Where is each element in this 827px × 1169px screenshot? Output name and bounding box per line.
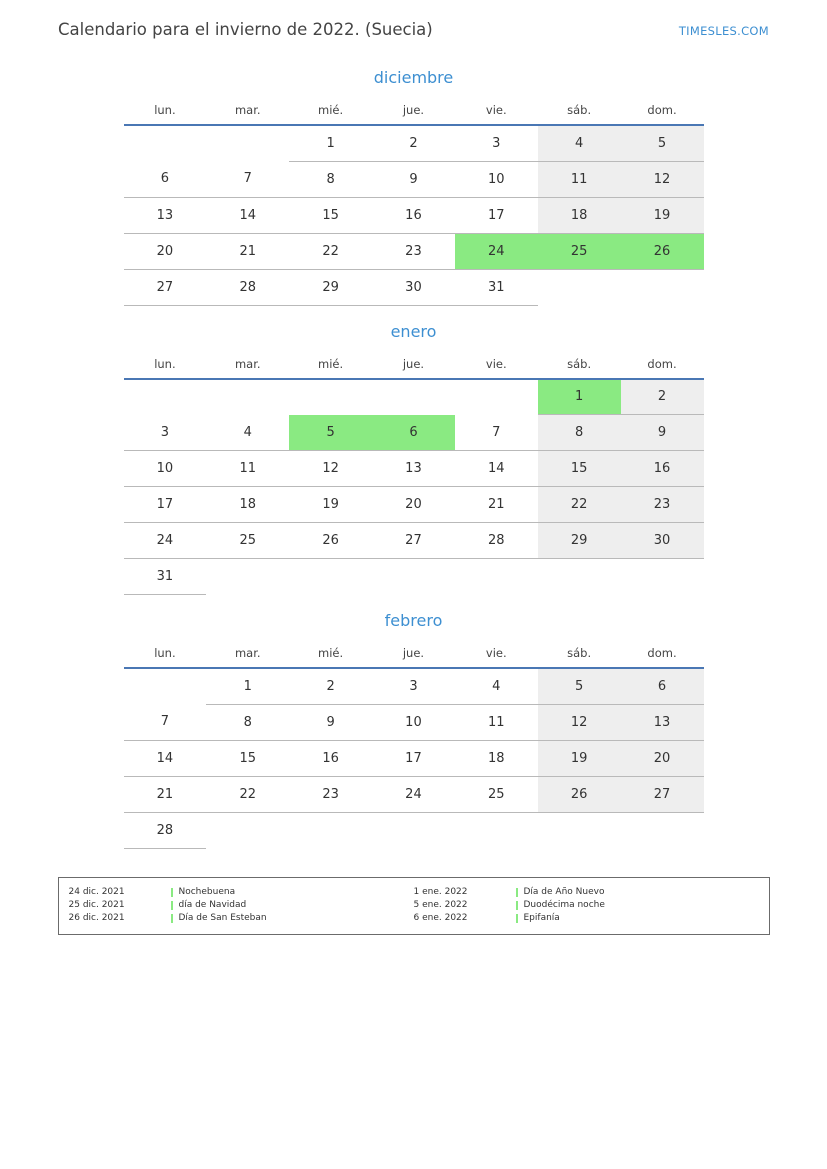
week-row (124, 487, 704, 523)
empty-day-cell (455, 559, 538, 595)
day-cell[interactable]: 12 (621, 161, 704, 197)
day-cell[interactable]: 28 (124, 812, 207, 848)
week-row (124, 269, 704, 305)
empty-day-cell (455, 812, 538, 848)
day-cell[interactable]: 2 (289, 668, 372, 704)
day-cell[interactable]: 6 (621, 668, 704, 704)
week-row (124, 197, 704, 233)
holiday-day-cell[interactable]: 5 (289, 415, 372, 451)
day-cell[interactable]: 5 (621, 125, 704, 161)
day-cell[interactable]: 25 (206, 523, 289, 559)
day-cell[interactable]: 21 (206, 233, 289, 269)
empty-day-cell (621, 812, 704, 848)
legend-column (414, 886, 759, 925)
day-cell[interactable]: 4 (455, 668, 538, 704)
legend-holiday-name: Duodécima noche (516, 899, 759, 912)
day-cell[interactable]: 21 (124, 776, 207, 812)
month-grid (124, 642, 704, 849)
day-cell[interactable]: 29 (538, 523, 621, 559)
day-cell[interactable]: 22 (289, 233, 372, 269)
day-cell[interactable]: 8 (289, 161, 372, 197)
day-cell[interactable]: 17 (372, 740, 455, 776)
legend-date: 26 dic. 2021 (68, 912, 125, 923)
day-cell[interactable]: 11 (455, 704, 538, 740)
day-cell[interactable]: 1 (289, 125, 372, 161)
legend-date: 25 dic. 2021 (68, 899, 125, 910)
weekday-header: lun. (124, 99, 207, 125)
day-cell[interactable]: 31 (124, 559, 207, 595)
empty-day-cell (455, 379, 538, 415)
weekday-header: dom. (621, 353, 704, 379)
legend-date: 6 ene. 2022 (413, 912, 468, 923)
day-cell[interactable]: 28 (206, 269, 289, 305)
day-cell[interactable]: 30 (621, 523, 704, 559)
day-cell[interactable]: 9 (621, 415, 704, 451)
week-row (124, 523, 704, 559)
month-name: febrero (384, 611, 443, 630)
empty-day-cell (538, 559, 621, 595)
day-cell[interactable]: 11 (538, 161, 621, 197)
holiday-day-cell[interactable]: 26 (621, 233, 704, 269)
legend-holiday-name: Día de Año Nuevo (516, 886, 759, 899)
day-cell[interactable]: 3 (124, 415, 207, 451)
day-cell[interactable]: 17 (455, 197, 538, 233)
weekday-header: mar. (206, 642, 289, 668)
day-cell[interactable]: 29 (289, 269, 372, 305)
day-cell[interactable]: 7 (455, 415, 538, 451)
day-cell[interactable]: 22 (538, 487, 621, 523)
day-cell[interactable]: 4 (206, 415, 289, 451)
empty-day-cell (206, 379, 289, 415)
empty-day-cell (372, 559, 455, 595)
weekday-header-row (124, 353, 704, 379)
weekday-header: vie. (455, 642, 538, 668)
empty-day-cell (289, 812, 372, 848)
holiday-day-cell[interactable]: 25 (538, 233, 621, 269)
day-cell[interactable]: 6 (124, 161, 207, 197)
day-cell[interactable]: 8 (538, 415, 621, 451)
day-cell[interactable]: 13 (124, 197, 207, 233)
day-cell[interactable]: 16 (621, 451, 704, 487)
day-cell[interactable]: 16 (372, 197, 455, 233)
day-cell[interactable]: 20 (372, 487, 455, 523)
month-name: diciembre (373, 68, 454, 87)
page-title: Calendario para el invierno de 2022. (Suecia) (58, 20, 433, 39)
week-row (124, 125, 704, 161)
holiday-day-cell[interactable]: 6 (372, 415, 455, 451)
empty-day-cell (621, 559, 704, 595)
day-cell[interactable]: 21 (455, 487, 538, 523)
empty-day-cell (124, 125, 207, 161)
day-cell[interactable]: 1 (206, 668, 289, 704)
week-row (124, 379, 704, 415)
day-cell[interactable]: 20 (621, 740, 704, 776)
weekday-header: sáb. (538, 642, 621, 668)
day-cell[interactable]: 14 (455, 451, 538, 487)
month-block-enero (0, 306, 827, 596)
day-cell[interactable]: 13 (372, 451, 455, 487)
legend-names (506, 886, 759, 925)
week-row (124, 812, 704, 848)
week-row (124, 451, 704, 487)
weekday-header: mié. (289, 353, 372, 379)
weekday-header: lun. (124, 353, 207, 379)
empty-day-cell (621, 269, 704, 305)
legend-date: 5 ene. 2022 (413, 899, 468, 910)
page-header (0, 0, 827, 52)
day-cell[interactable]: 19 (289, 487, 372, 523)
site-brand-link[interactable]: TIMESLES.COM (678, 24, 769, 38)
weekday-header: mié. (289, 99, 372, 125)
weekday-header: mié. (289, 642, 372, 668)
legend-holiday-name: día de Navidad (171, 899, 414, 912)
day-cell[interactable]: 3 (372, 668, 455, 704)
week-row (124, 161, 704, 197)
month-grid (124, 99, 704, 306)
day-cell[interactable]: 25 (455, 776, 538, 812)
legend-holiday-name: Nochebuena (171, 886, 414, 899)
empty-day-cell (538, 812, 621, 848)
day-cell[interactable]: 18 (206, 487, 289, 523)
month-grid (124, 353, 704, 596)
day-cell[interactable]: 18 (538, 197, 621, 233)
day-cell[interactable]: 13 (621, 704, 704, 740)
day-cell[interactable]: 26 (538, 776, 621, 812)
day-cell[interactable]: 26 (289, 523, 372, 559)
empty-day-cell (372, 379, 455, 415)
day-cell[interactable]: 23 (289, 776, 372, 812)
empty-day-cell (206, 812, 289, 848)
month-block-diciembre (0, 52, 827, 306)
day-cell[interactable]: 24 (372, 776, 455, 812)
empty-day-cell (372, 812, 455, 848)
legend-names (161, 886, 414, 925)
legend-dates (69, 886, 161, 925)
month-block-febrero (0, 595, 827, 849)
week-row (124, 668, 704, 704)
week-row (124, 776, 704, 812)
day-cell[interactable]: 14 (206, 197, 289, 233)
holiday-legend (58, 877, 770, 935)
empty-day-cell (124, 379, 207, 415)
day-cell[interactable]: 27 (372, 523, 455, 559)
day-cell[interactable]: 20 (124, 233, 207, 269)
day-cell[interactable]: 15 (206, 740, 289, 776)
day-cell[interactable]: 16 (289, 740, 372, 776)
empty-day-cell (538, 269, 621, 305)
weekday-header: jue. (372, 642, 455, 668)
day-cell[interactable]: 24 (124, 523, 207, 559)
day-cell[interactable]: 15 (289, 197, 372, 233)
legend-date: 24 dic. 2021 (68, 886, 125, 897)
legend-holiday-name: Día de San Esteban (171, 912, 414, 925)
day-cell[interactable]: 9 (289, 704, 372, 740)
week-row (124, 415, 704, 451)
weekday-header: dom. (621, 642, 704, 668)
weekday-header: vie. (455, 99, 538, 125)
weekday-header: lun. (124, 642, 207, 668)
day-cell[interactable]: 27 (124, 269, 207, 305)
legend-dates (414, 886, 506, 925)
weekday-header: sáb. (538, 353, 621, 379)
day-cell[interactable]: 22 (206, 776, 289, 812)
month-name: enero (390, 321, 437, 341)
weekday-header: mar. (206, 353, 289, 379)
weekday-header: dom. (621, 99, 704, 125)
day-cell[interactable]: 27 (621, 776, 704, 812)
day-cell[interactable]: 2 (621, 379, 704, 415)
weekday-header-row (124, 99, 704, 125)
empty-day-cell (206, 125, 289, 161)
day-cell[interactable]: 9 (372, 161, 455, 197)
day-cell[interactable]: 23 (621, 487, 704, 523)
day-cell[interactable]: 3 (455, 125, 538, 161)
day-cell[interactable]: 8 (206, 704, 289, 740)
day-cell[interactable]: 18 (455, 740, 538, 776)
day-cell[interactable]: 23 (372, 233, 455, 269)
empty-day-cell (206, 559, 289, 595)
week-row (124, 559, 704, 595)
day-cell[interactable]: 12 (289, 451, 372, 487)
day-cell[interactable]: 28 (455, 523, 538, 559)
day-cell[interactable]: 10 (372, 704, 455, 740)
day-cell[interactable]: 15 (538, 451, 621, 487)
day-cell[interactable]: 19 (621, 197, 704, 233)
legend-column (69, 886, 414, 925)
empty-day-cell (289, 559, 372, 595)
day-cell[interactable]: 7 (124, 704, 207, 740)
legend-date: 1 ene. 2022 (413, 886, 468, 897)
day-cell[interactable]: 19 (538, 740, 621, 776)
day-cell[interactable]: 31 (455, 269, 538, 305)
day-cell[interactable]: 10 (124, 451, 207, 487)
empty-day-cell (124, 668, 207, 704)
week-row (124, 704, 704, 740)
day-cell[interactable]: 5 (538, 668, 621, 704)
weekday-header: jue. (372, 99, 455, 125)
week-row (124, 233, 704, 269)
day-cell[interactable]: 10 (455, 161, 538, 197)
holiday-day-cell[interactable]: 1 (538, 379, 621, 415)
day-cell[interactable]: 4 (538, 125, 621, 161)
day-cell[interactable]: 17 (124, 487, 207, 523)
empty-day-cell (289, 379, 372, 415)
day-cell[interactable]: 2 (372, 125, 455, 161)
day-cell[interactable]: 12 (538, 704, 621, 740)
weekday-header: mar. (206, 99, 289, 125)
weekday-header-row (124, 642, 704, 668)
week-row (124, 740, 704, 776)
day-cell[interactable]: 7 (206, 161, 289, 197)
calendar-months (0, 52, 827, 849)
weekday-header: sáb. (538, 99, 621, 125)
legend-holiday-name: Epifanía (516, 912, 759, 925)
weekday-header: vie. (455, 353, 538, 379)
holiday-day-cell[interactable]: 24 (455, 233, 538, 269)
day-cell[interactable]: 11 (206, 451, 289, 487)
weekday-header: jue. (372, 353, 455, 379)
day-cell[interactable]: 30 (372, 269, 455, 305)
day-cell[interactable]: 14 (124, 740, 207, 776)
